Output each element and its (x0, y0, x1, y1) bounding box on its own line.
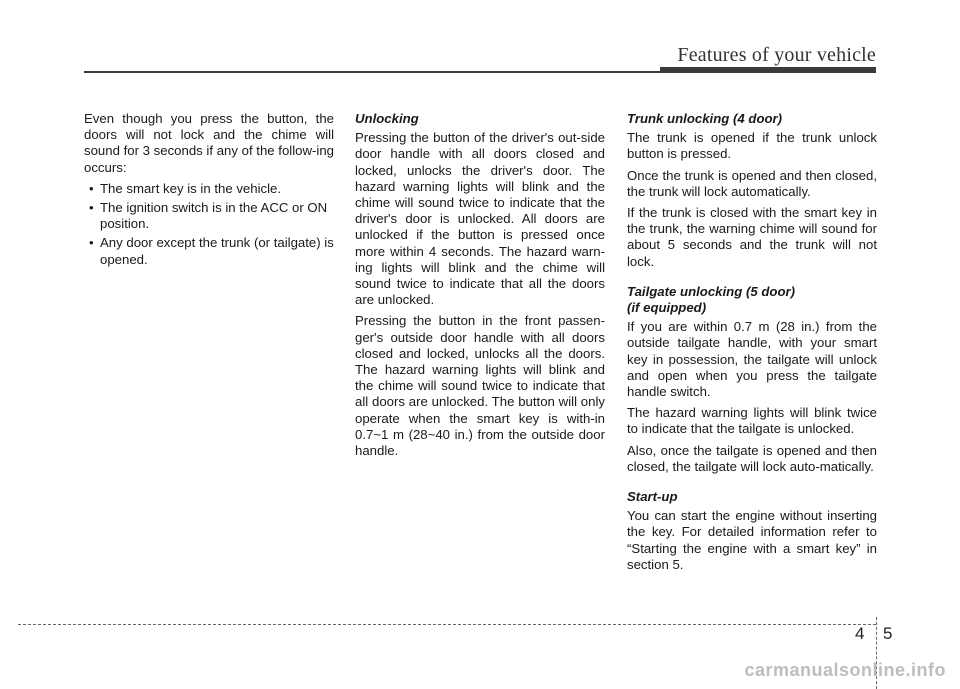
tailgate-paragraph-1: If you are within 0.7 m (28 in.) from the outside tailgate handle, with your smart key in possession, the tailgate will unlock and open when you press the tailgate handle switch. (627, 319, 877, 400)
trunk-paragraph-1: The trunk is opened if the trunk unlock button is pressed. (627, 130, 877, 162)
trunk-paragraph-3: If the trunk is closed with the smart key in the trunk, the warning chime will sound for about 5 seconds and the trunk will not lock. (627, 205, 877, 269)
startup-heading: Start-up (627, 489, 678, 505)
watermark: carmanualsonline.info (744, 660, 946, 680)
footer-rule (18, 624, 876, 625)
header-rule-thick (660, 67, 876, 73)
tailgate-heading-line1: Tailgate unlocking (5 door) (627, 283, 796, 299)
intro-paragraph: Even though you press the button, the doors will not lock and the chime will sound for 3 seconds if any of the follow-ing occurs: (84, 111, 334, 175)
column-3 (627, 111, 877, 578)
condition-list (84, 181, 334, 268)
trunk-heading: Trunk unlocking (4 door) (627, 111, 783, 126)
trunk-paragraph-2: Once the trunk is opened and then closed, the trunk will lock automatically. (627, 167, 877, 199)
tailgate-paragraph-2: The hazard warning lights will blink twice to indicate that the tailgate is unlocked. (627, 405, 877, 437)
unlocking-paragraph-2: Pressing the button in the front passen-ger's outside door handle with all doors closed and locked, unlocks all the doors. The hazard warning lights will blink and the chime will sound twice to indicate that all doors are unlocked. The button will only operate when the smart key is with-in 0.7~1 m (28~40 in.) from the outside door handle. (355, 313, 605, 459)
header-title: Features of your vehicle (677, 44, 876, 66)
list-item: • Any door except the trunk (or tailgate) is opened. (84, 235, 334, 267)
list-item: • The ignition switch is in the ACC or ON position. (84, 200, 334, 232)
tailgate-heading (627, 284, 877, 316)
tailgate-paragraph-3: Also, once the tailgate is opened and then closed, the tailgate will lock auto-matically. (627, 442, 877, 474)
unlocking-paragraph-1: Pressing the button of the driver's out-side door handle with all doors closed and locked, unlocks the driver's door. The hazard warning lights will blink and the chime will sound twice to indicate that the driver's door is unlocked. All doors are unlocked if the button is pressed once more within 4 seconds. The hazard warn-ing lights will blink and the chime will sound twice to indicate that all the doors are unlocked. (355, 130, 605, 308)
page-number: 5 (883, 624, 893, 643)
unlocking-heading: Unlocking (355, 111, 419, 126)
list-item: • The smart key is in the vehicle. (84, 181, 334, 197)
column-1 (84, 111, 334, 271)
startup-paragraph: You can start the engine without inserting the key. For detailed information refer to “Starting the engine with a smart key” in section 5. (627, 508, 877, 572)
column-2 (355, 111, 605, 464)
tailgate-heading-line2: (if equipped) (627, 300, 707, 316)
chapter-number: 4 (855, 624, 865, 643)
